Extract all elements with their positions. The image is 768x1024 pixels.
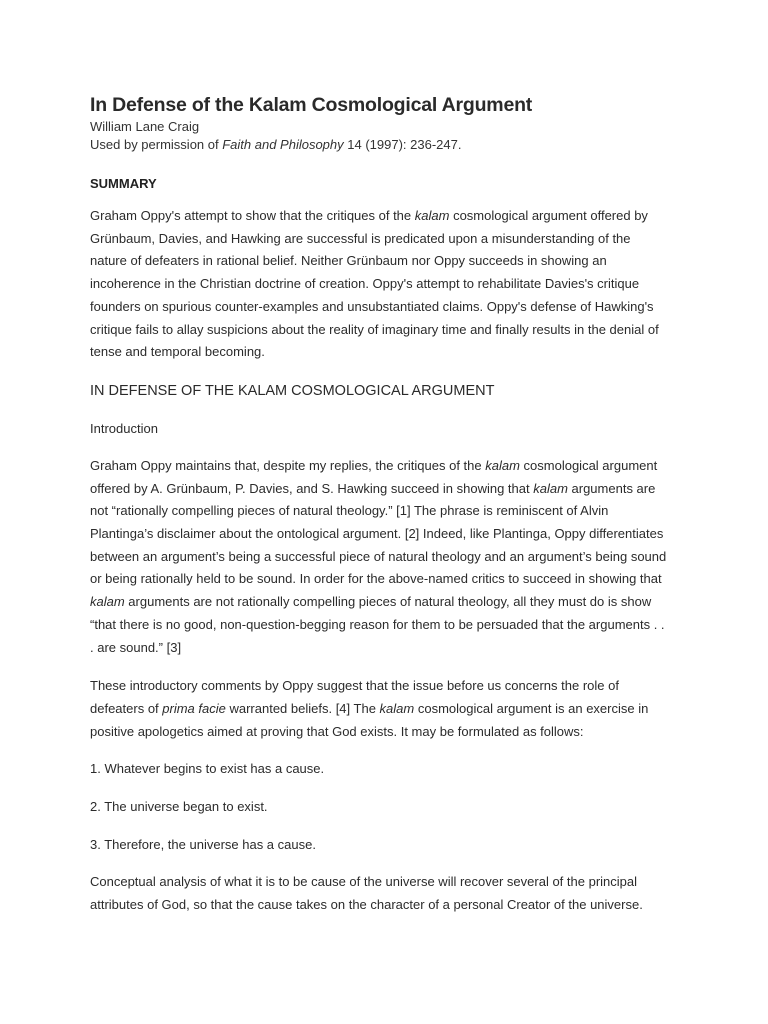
premise-1: 1. Whatever begins to exist has a cause. [90, 761, 325, 777]
premise-2: 2. The universe began to exist. [90, 799, 268, 815]
section-heading: IN DEFENSE OF THE KALAM COSMOLOGICAL ARGUMENT [90, 382, 495, 399]
conclusion-paragraph: Conceptual analysis of what it is to be cause of the universe will recover several of the principal attributes of God, so that the cause takes on the character of a personal Creator of the universe. [90, 874, 643, 913]
permission-line [90, 136, 670, 154]
document-title: In Defense of the Kalam Cosmological Argument [90, 94, 533, 116]
introduction-subheading: Introduction [90, 420, 158, 436]
summary-paragraph: Graham Oppy's attempt to show that the critiques of the kalam cosmological argument offered by Grünbaum, Davies, and Hawking are successful is predicated upon a misunderstanding of the nature of defeaters in rational belief. Neither Grünbaum nor Oppy succeeds in showing an incoherence in the Christian doctrine of creation. Oppy's attempt to rehabilitate Davies's critique founders on spurious counter-examples and unsubstantiated claims. Oppy's defense of Hawking's critique fails to allay suspicions about the reality of imaginary time and finally results in the denial of tense and temporal becoming. [90, 208, 659, 360]
intro-paragraph-1: Graham Oppy maintains that, despite my replies, the critiques of the kalam cosmological argument offered by A. Grünbaum, P. Davies, and S. Hawking succeed in showing that kalam arguments are not “rationally compelling pieces of natural theology.” [1] The phrase is reminiscent of Alvin Plantinga’s disclaimer about the ontological argument. [2] Indeed, like Plantinga, Oppy differentiates between an argument’s being a successful piece of natural theology and an argument’s being sound or being rationally held to be sound. In order for the above-named critics to succeed in showing that kalam arguments are not rationally compelling pieces of natural theology, all they must do is show “that there is no good, non-question-begging reason for them to be persuaded that the arguments . . . are sound.” [3] [90, 457, 667, 655]
premise-3: 3. Therefore, the universe has a cause. [90, 836, 316, 852]
citation-text: 14 (1997): 236-247. [343, 136, 462, 152]
permission-prefix: Used by permission of [90, 136, 223, 152]
intro-paragraph-2: These introductory comments by Oppy suggest that the issue before us concerns the role of defeaters of prima facie warranted beliefs. [4] The kalam cosmological argument is an exercise in positive apologetics aimed at proving that God exists. It may be formulated as follows: [90, 678, 649, 739]
journal-name: Faith and Philosophy [222, 136, 344, 152]
summary-heading: SUMMARY [90, 176, 157, 191]
document-page [90, 92, 670, 917]
author-line: William Lane Craig [90, 119, 200, 134]
